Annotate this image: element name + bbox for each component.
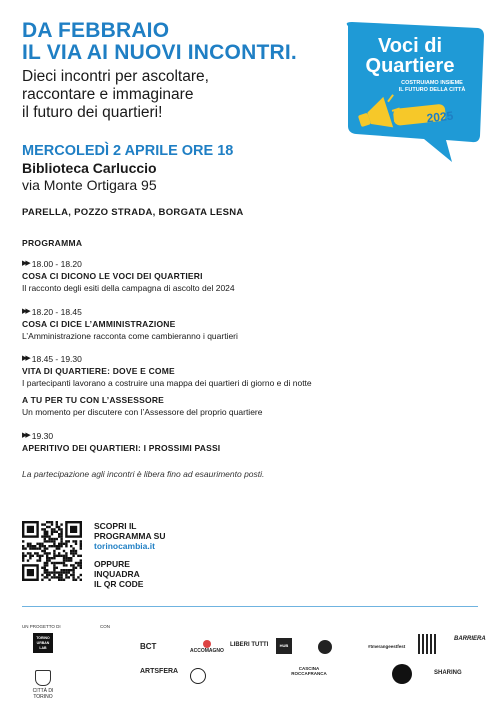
program-slot [22, 353, 482, 389]
partner-logo-dark-circle [392, 664, 412, 684]
slot-title: APERITIVO DEI QUARTIERI: I PROSSIMI PASSI [22, 443, 221, 453]
partner-logo-bct: BCT [140, 642, 157, 651]
partner-logo-round [318, 640, 332, 654]
urban-lab-logo: TORINO URBAN LAB [33, 633, 53, 653]
slot-desc: L’Amministrazione racconta come cambieranno i quartieri [22, 331, 238, 341]
partner-logo-pattern [418, 634, 436, 654]
badge-tagline-line-1: COSTRUIAMO INSIEME [401, 80, 463, 86]
slot-time: ▶▶ 18.20 - 18.45 [22, 307, 82, 317]
subtitle-line-2: raccontare e immaginare [22, 86, 194, 103]
voci-di-quartiere-badge [334, 18, 486, 163]
slot-title: COSA CI DICONO LE VOCI DEI QUARTIERI [22, 271, 203, 281]
website-link[interactable]: torinocambia.it [94, 541, 155, 551]
slot-time: ▶▶ 18.00 - 18.20 [22, 259, 82, 269]
footer-divider [22, 606, 478, 607]
slot-time: ▶▶ 19.30 [22, 431, 54, 441]
play-icon: ▶▶ [22, 355, 29, 362]
qr-line-5: IL QR CODE [94, 579, 144, 589]
slot-title: COSA CI DICE L’AMMINISTRAZIONE [22, 319, 176, 329]
program-slot [22, 306, 482, 342]
slot-desc: Il racconto degli esiti della campagna di ascolto del 2024 [22, 283, 235, 293]
badge-title-line-1: Voci di [377, 35, 443, 57]
slot-desc: I partecipanti lavorano a costruire una mappa dei quartieri di giorno e di notte [22, 378, 312, 388]
slot-desc: Un momento per discutere con l’Assessore del proprio quartiere [22, 407, 263, 417]
project-label: UN PROGETTO DI [22, 624, 61, 629]
qr-line-4: INQUADRA [94, 569, 140, 579]
partner-logo-sharing: SHARING [434, 670, 462, 676]
qr-line-2: PROGRAMMA SU [94, 531, 166, 541]
event-venue: Biblioteca Carluccio [22, 160, 157, 176]
partner-logo-hub: HUB [276, 638, 292, 654]
event-address: via Monte Ortigara 95 [22, 177, 157, 193]
headline-line-1: DA FEBBRAIO [22, 19, 170, 42]
partner-logo-barriera: BARRIERA [454, 636, 486, 642]
partner-logo-cascina: CASCINA ROCCAFRANCA [291, 666, 327, 676]
program-heading: PROGRAMMA [22, 238, 83, 248]
play-icon: ▶▶ [22, 432, 29, 439]
subtitle-line-1: Dieci incontri per ascoltare, [22, 68, 209, 85]
partner-logo-liberi-tutti: LIBERI TUTTI [230, 642, 269, 648]
slot-title: A TU PER TU CON L’ASSESSORE [22, 395, 165, 405]
slot-time: ▶▶ 18.45 - 19.30 [22, 354, 82, 364]
partner-logo-accomagno: ACCOMAGNO [190, 640, 224, 654]
city-of-turin-logo: CITTÀ DI TORINO [23, 670, 63, 700]
play-icon: ▶▶ [22, 260, 29, 267]
slot-title: VITA DI QUARTIERE: DOVE E COME [22, 366, 175, 376]
play-icon: ▶▶ [22, 308, 29, 315]
badge-title-line-2: Quartiere [365, 55, 455, 77]
qr-code[interactable] [22, 521, 82, 581]
program-slot [22, 430, 482, 454]
qr-line-1: SCOPRI IL [94, 521, 137, 531]
qr-line-3: OPPURE [94, 559, 130, 569]
partners-label: CON [100, 624, 110, 629]
subtitle [22, 68, 209, 122]
partner-logo-artsfera: ARTSFERA [140, 668, 179, 675]
badge-year: 2025 [425, 108, 455, 126]
event-areas: PARELLA, POZZO STRADA, BORGATA LESNA [22, 207, 244, 218]
participation-note: La partecipazione agli incontri è libera fino ad esaurimento posti. [22, 469, 265, 479]
partner-logo-hashtag: #tmerangeestfest [368, 644, 406, 649]
event-date: MERCOLEDÌ 2 APRILE ORE 18 [22, 143, 234, 159]
qr-info [94, 521, 165, 589]
partner-logo-circle [190, 668, 206, 684]
coat-of-arms-icon [35, 670, 51, 686]
badge-tagline-line-2: IL FUTURO DELLA CITTÀ [398, 87, 466, 93]
headline [22, 20, 297, 64]
subtitle-line-3: il futuro dei quartieri! [22, 104, 163, 121]
program-slot [22, 258, 482, 294]
program-slot [22, 394, 482, 418]
headline-line-2: IL VIA AI NUOVI INCONTRI. [22, 41, 297, 64]
